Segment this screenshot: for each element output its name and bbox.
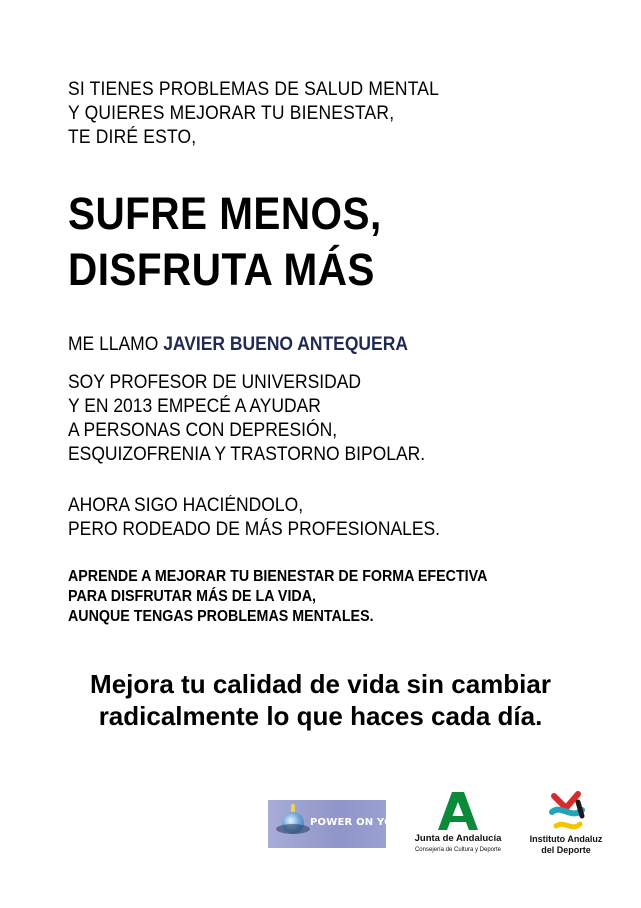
- junta-a-logo-icon: [438, 792, 478, 830]
- tagline-line: Mejora tu calidad de vida sin cambiar: [90, 669, 551, 699]
- headline: [68, 186, 382, 298]
- author-intro: [68, 333, 408, 357]
- junta-name: Junta de Andalucía: [414, 833, 502, 844]
- iad-logo: [526, 790, 606, 860]
- iad-name: [526, 834, 606, 856]
- tagline: [0, 668, 641, 732]
- now-line: PERO RODEADO DE MÁS PROFESIONALES.: [68, 519, 441, 540]
- intro-line: TE DIRÉ ESTO,: [68, 127, 197, 148]
- author-prefix: ME LLAMO: [68, 334, 164, 355]
- cta-line: PARA DISFRUTAR MÁS DE LA VIDA,: [68, 588, 316, 605]
- headline-line: DISFRUTA MÁS: [68, 244, 375, 295]
- junta-logo: [408, 792, 508, 858]
- tagline-line: radicalmente lo que haces cada día.: [98, 701, 543, 731]
- cta-line: AUNQUE TENGAS PROBLEMAS MENTALES.: [68, 608, 374, 625]
- bio-text: [68, 371, 425, 467]
- iad-name-line2: del Deporte: [541, 845, 591, 855]
- bio-line: ESQUIZOFRENIA Y TRASTORNO BIPOLAR.: [68, 444, 426, 465]
- intro-text: [68, 78, 439, 150]
- author-name: JAVIER BUENO ANTEQUERA: [163, 334, 408, 355]
- intro-line: Y QUIERES MEJORAR TU BIENESTAR,: [68, 103, 395, 124]
- intro-line: SI TIENES PROBLEMAS DE SALUD MENTAL: [68, 79, 440, 100]
- power-on-you-logo: [268, 800, 402, 848]
- power-on-you-text: POWER ON YOU: [310, 817, 402, 828]
- iad-logo-icon: [548, 790, 586, 832]
- now-text: [68, 494, 440, 542]
- iad-name-line1: Instituto Andaluz: [529, 834, 603, 844]
- headline-line: SUFRE MENOS,: [68, 188, 382, 239]
- junta-department: Consejería de Cultura y Deporte: [414, 847, 502, 853]
- power-on-you-wing: [276, 824, 310, 834]
- cta-line: APRENDE A MEJORAR TU BIENESTAR DE FORMA EFECTIVA: [68, 568, 488, 585]
- bio-line: SOY PROFESOR DE UNIVERSIDAD: [68, 372, 362, 393]
- now-line: AHORA SIGO HACIÉNDOLO,: [68, 495, 304, 516]
- bio-line: A PERSONAS CON DEPRESIÓN,: [68, 420, 338, 441]
- bio-line: Y EN 2013 EMPECÉ A AYUDAR: [68, 396, 321, 417]
- call-to-action: [68, 567, 487, 627]
